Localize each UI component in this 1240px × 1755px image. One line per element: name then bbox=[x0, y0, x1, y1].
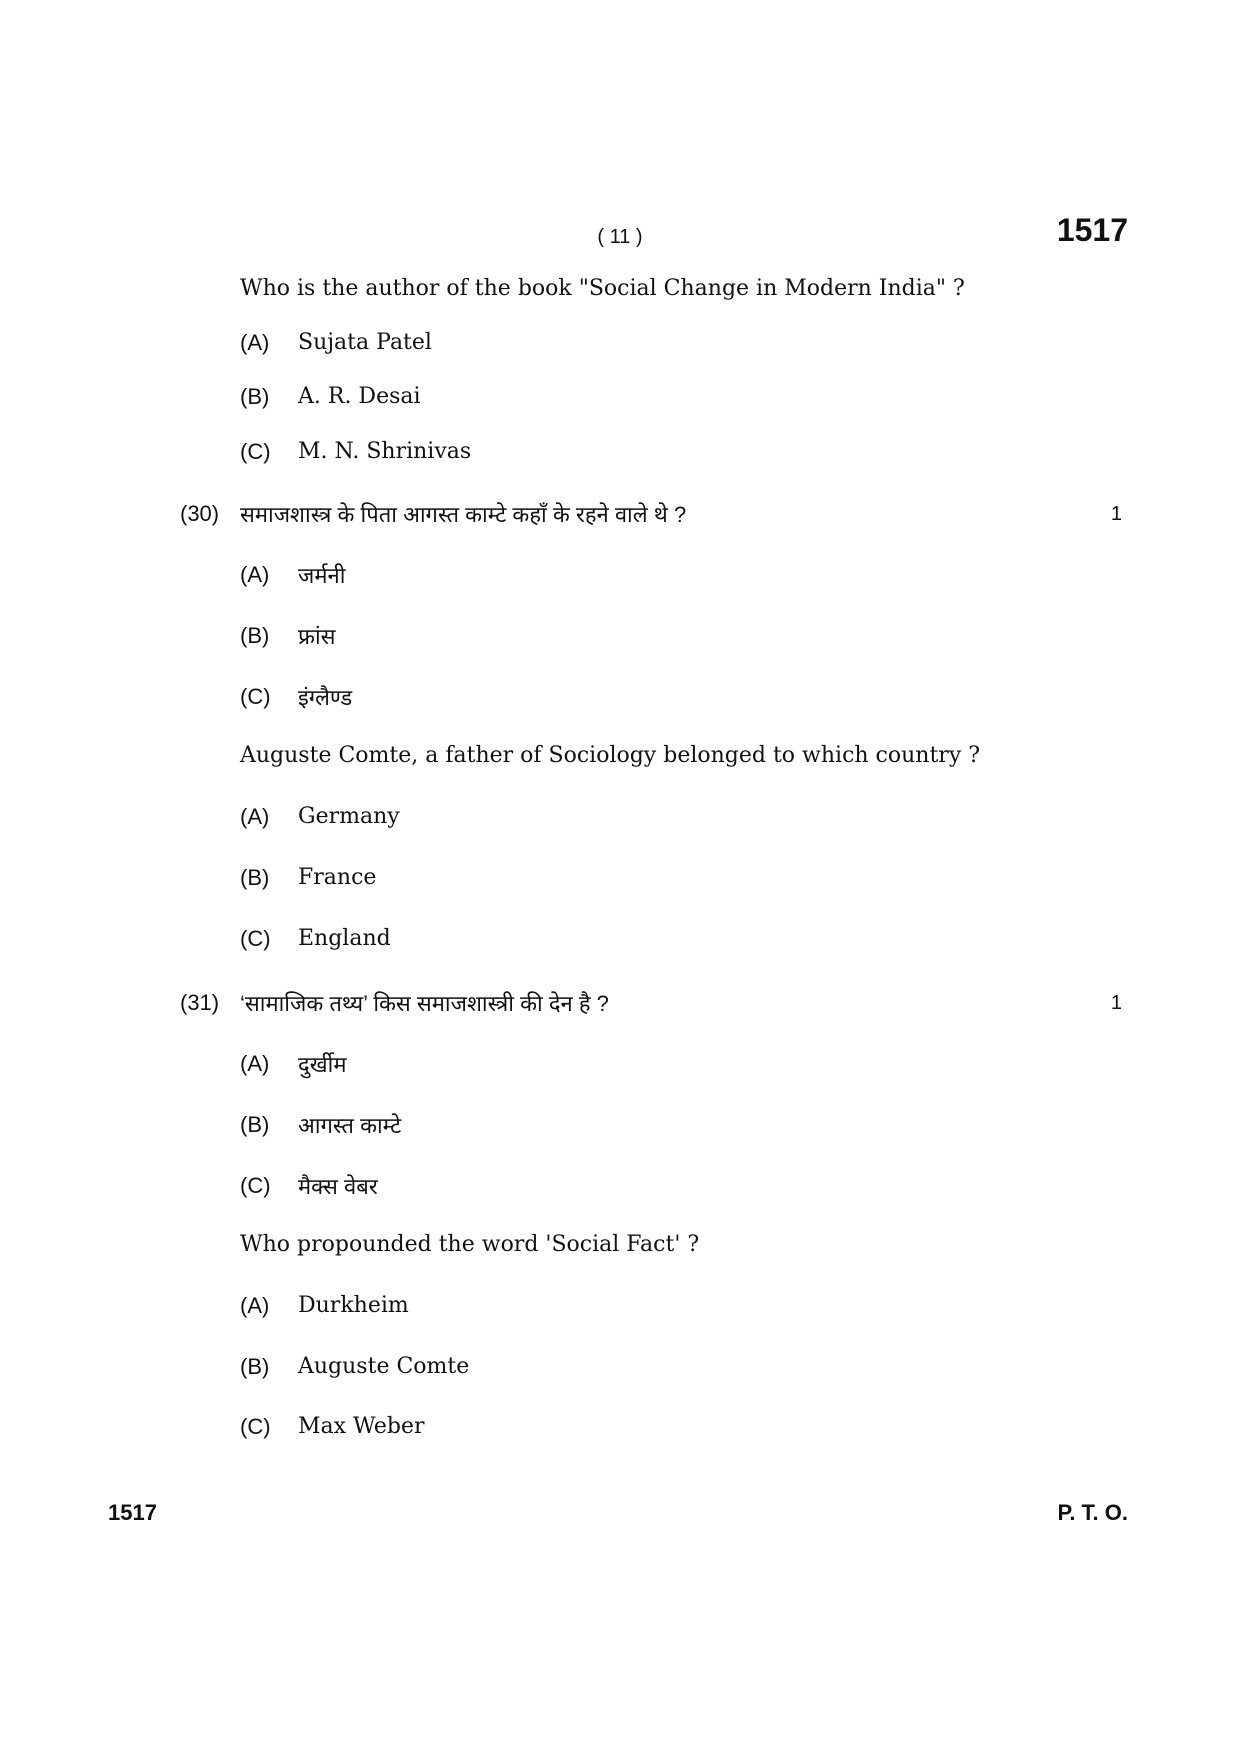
option-text: England bbox=[298, 926, 391, 951]
paper-code-footer: 1517 bbox=[108, 1500, 157, 1525]
marks-30: 1 bbox=[1110, 503, 1122, 525]
paper-code-header: 1517 bbox=[1056, 212, 1128, 248]
option-label: (C) bbox=[240, 439, 271, 464]
option-label: (B) bbox=[240, 384, 270, 409]
option-label: (A) bbox=[240, 330, 270, 355]
question-number-31: (31) bbox=[180, 990, 220, 1015]
option-text: Durkheim bbox=[298, 1293, 409, 1318]
option-text: आगस्त काम्टे bbox=[298, 1113, 402, 1138]
option-label: (A) bbox=[240, 804, 270, 829]
option-label: (A) bbox=[240, 1293, 270, 1318]
option-label: (A) bbox=[240, 1051, 270, 1076]
option-label: (B) bbox=[240, 623, 270, 648]
question-29-english: Who is the author of the book "Social Change in Modern India" ? bbox=[240, 276, 965, 301]
page-number: ( 11 ) bbox=[597, 226, 643, 248]
question-30-english: Auguste Comte, a father of Sociology belonged to which country ? bbox=[240, 743, 981, 768]
option-text: Max Weber bbox=[298, 1414, 425, 1439]
option-label: (B) bbox=[240, 1112, 270, 1137]
option-label: (B) bbox=[240, 1354, 270, 1379]
question-31-english: Who propounded the word 'Social Fact' ? bbox=[240, 1232, 700, 1257]
option-label: (B) bbox=[240, 865, 270, 890]
option-text: दुर्खीम bbox=[298, 1052, 347, 1077]
option-text: जर्मनी bbox=[298, 563, 346, 588]
option-text: A. R. Desai bbox=[298, 384, 421, 409]
question-31-hindi: ‘सामाजिक तथ्य’ किस समाजशास्त्री की देन है ? bbox=[240, 991, 609, 1016]
option-text: France bbox=[298, 865, 377, 890]
option-text: M. N. Shrinivas bbox=[298, 439, 472, 464]
option-label: (C) bbox=[240, 926, 271, 951]
option-text: Germany bbox=[298, 804, 400, 829]
option-label: (C) bbox=[240, 1173, 271, 1198]
question-30-hindi: समाजशास्त्र के पिता आगस्त काम्टे कहाँ के रहने वाले थे ? bbox=[240, 502, 687, 527]
option-label: (C) bbox=[240, 1414, 271, 1439]
option-text: Auguste Comte bbox=[298, 1354, 470, 1379]
option-text: फ्रांस bbox=[298, 624, 336, 649]
marks-31: 1 bbox=[1110, 992, 1122, 1014]
please-turn-over: P. T. O. bbox=[1057, 1500, 1128, 1525]
option-text: इंग्लैण्ड bbox=[298, 685, 353, 710]
question-number-30: (30) bbox=[180, 501, 220, 526]
option-text: मैक्स वेबर bbox=[298, 1174, 378, 1199]
option-text: Sujata Patel bbox=[298, 330, 432, 355]
option-label: (A) bbox=[240, 562, 270, 587]
option-label: (C) bbox=[240, 684, 271, 709]
